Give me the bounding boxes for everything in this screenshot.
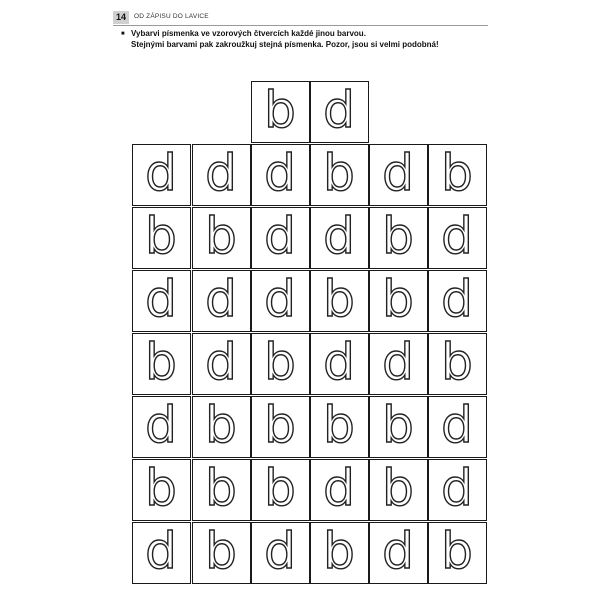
letter-b: b (323, 143, 355, 202)
letter-b: b (205, 206, 237, 265)
grid-cell[interactable] (310, 270, 369, 332)
grid-cell[interactable] (369, 207, 428, 269)
letter-d: d (145, 395, 177, 454)
letter-b: b (441, 143, 473, 202)
letter-d: d (264, 521, 296, 580)
letter-b: b (323, 521, 355, 580)
letter-b: b (323, 395, 355, 454)
letter-b: b (441, 521, 473, 580)
letter-d: d (145, 269, 177, 328)
sample-cell-d[interactable] (310, 81, 369, 143)
grid-cell[interactable] (428, 522, 487, 584)
grid-cell[interactable] (428, 396, 487, 458)
letter-b: b (382, 206, 414, 265)
grid-cell[interactable] (251, 333, 310, 395)
grid-cell[interactable] (428, 270, 487, 332)
grid-cell[interactable] (310, 333, 369, 395)
grid-cell[interactable] (369, 144, 428, 206)
letter-b: b (382, 458, 414, 517)
grid-cell[interactable] (132, 522, 191, 584)
header-divider (113, 25, 488, 26)
letter-d: d (382, 521, 414, 580)
grid-cell[interactable] (310, 207, 369, 269)
grid-cell[interactable] (132, 270, 191, 332)
grid-cell[interactable] (192, 270, 251, 332)
letter-d: d (264, 143, 296, 202)
letter-d: d (441, 395, 473, 454)
letter-b: b (205, 395, 237, 454)
grid-cell[interactable] (132, 396, 191, 458)
letter-b: b (382, 269, 414, 328)
letter-b: b (382, 395, 414, 454)
grid-cell[interactable] (192, 522, 251, 584)
letter-b: b (205, 521, 237, 580)
letter-d: d (382, 143, 414, 202)
grid-cell[interactable] (192, 333, 251, 395)
letter-b: b (264, 80, 296, 139)
letter-d: d (441, 269, 473, 328)
bullet-icon: ■ (121, 31, 125, 37)
grid-cell[interactable] (132, 207, 191, 269)
letter-b: b (145, 332, 177, 391)
page-number: 14 (113, 11, 129, 24)
grid-cell[interactable] (428, 144, 487, 206)
letter-d: d (205, 332, 237, 391)
letter-b: b (264, 395, 296, 454)
letter-b: b (441, 332, 473, 391)
grid-cell[interactable] (251, 270, 310, 332)
letter-d: d (145, 521, 177, 580)
letter-d: d (264, 206, 296, 265)
grid-cell[interactable] (310, 522, 369, 584)
grid-cell[interactable] (310, 459, 369, 521)
grid-cell[interactable] (132, 144, 191, 206)
grid-cell[interactable] (192, 207, 251, 269)
letter-d: d (441, 458, 473, 517)
grid-cell[interactable] (251, 144, 310, 206)
grid-cell[interactable] (369, 396, 428, 458)
grid-cell[interactable] (251, 207, 310, 269)
instruction-line-2: Stejnými barvami pak zakroužkuj stejná písmenka. Pozor, jsou si velmi podobná! (131, 40, 439, 49)
grid-cell[interactable] (192, 144, 251, 206)
letter-d: d (205, 143, 237, 202)
grid-cell[interactable] (310, 144, 369, 206)
letter-b: b (145, 206, 177, 265)
letter-b: b (264, 332, 296, 391)
letter-d: d (264, 269, 296, 328)
letter-b: b (205, 458, 237, 517)
section-title: OD ZÁPISU DO LAVICE (134, 13, 209, 20)
letter-d: d (323, 332, 355, 391)
grid-cell[interactable] (251, 522, 310, 584)
grid-cell[interactable] (192, 396, 251, 458)
grid-cell[interactable] (132, 459, 191, 521)
grid-cell[interactable] (369, 522, 428, 584)
grid-cell[interactable] (369, 333, 428, 395)
grid-cell[interactable] (251, 459, 310, 521)
grid-cell[interactable] (428, 459, 487, 521)
letter-d: d (205, 269, 237, 328)
letter-b: b (264, 458, 296, 517)
letter-d: d (323, 206, 355, 265)
letter-b: b (145, 458, 177, 517)
letter-b: b (323, 269, 355, 328)
grid-cell[interactable] (132, 333, 191, 395)
letter-d: d (323, 458, 355, 517)
grid-cell[interactable] (251, 396, 310, 458)
grid-cell[interactable] (428, 333, 487, 395)
grid-cell[interactable] (369, 459, 428, 521)
grid-cell[interactable] (369, 270, 428, 332)
grid-cell[interactable] (428, 207, 487, 269)
grid-cell[interactable] (192, 459, 251, 521)
letter-d: d (441, 206, 473, 265)
letter-d: d (382, 332, 414, 391)
grid-cell[interactable] (310, 396, 369, 458)
letter-d: d (145, 143, 177, 202)
letter-d: d (323, 80, 355, 139)
sample-cell-b[interactable] (251, 81, 310, 143)
instruction-line-1: Vybarvi písmenka ve vzorových čtvercích každé jinou barvou. (131, 29, 366, 38)
